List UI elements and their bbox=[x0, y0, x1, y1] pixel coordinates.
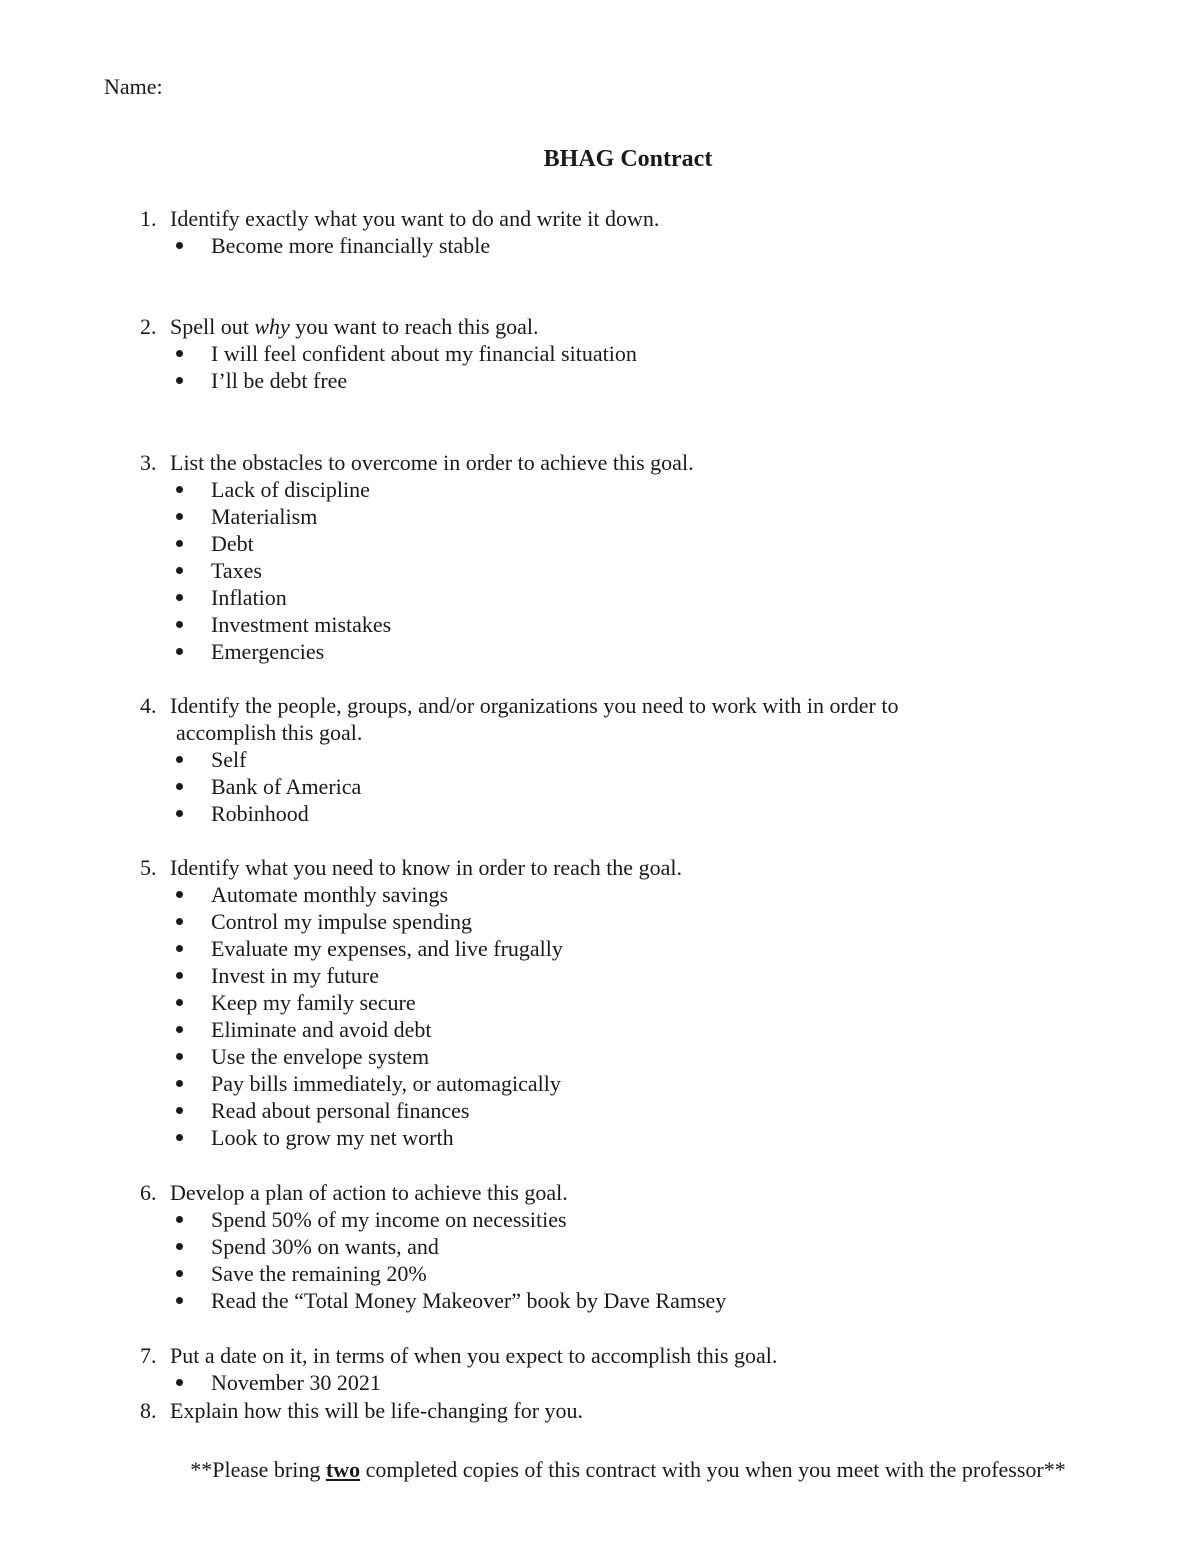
question-2 bbox=[140, 313, 1040, 340]
answer-list bbox=[140, 746, 1040, 827]
question-number: 5. bbox=[140, 855, 157, 880]
list-item: Become more financially stable bbox=[140, 232, 1040, 259]
question-text: List the obstacles to overcome in order to achieve this goal. bbox=[170, 450, 694, 475]
bullet-icon bbox=[176, 972, 183, 979]
question-text-post: you want to reach this goal. bbox=[289, 314, 539, 339]
section-4 bbox=[140, 692, 1040, 827]
list-item: I will feel confident about my financial situation bbox=[140, 340, 1040, 367]
document-title: BHAG Contract bbox=[543, 146, 713, 172]
bullet-icon bbox=[176, 350, 183, 357]
answer-list bbox=[140, 1206, 1040, 1314]
list-item: Pay bills immediately, or automagically bbox=[140, 1070, 1040, 1097]
list-item: Inflation bbox=[140, 584, 1040, 611]
list-item: Control my impulse spending bbox=[140, 908, 1040, 935]
list-item: Debt bbox=[140, 530, 1040, 557]
answer-list bbox=[140, 881, 1040, 1151]
bullet-icon bbox=[176, 648, 183, 655]
footer-text-post: completed copies of this contract with you when you meet with the professor** bbox=[360, 1457, 1066, 1482]
bullet-icon bbox=[176, 945, 183, 952]
list-item: Eliminate and avoid debt bbox=[140, 1016, 1040, 1043]
bullet-icon bbox=[176, 621, 183, 628]
list-item: Read about personal finances bbox=[140, 1097, 1040, 1124]
section-1 bbox=[140, 205, 1040, 259]
section-5 bbox=[140, 854, 1040, 1151]
list-item: Automate monthly savings bbox=[140, 881, 1040, 908]
list-item: Spend 30% on wants, and bbox=[140, 1233, 1040, 1260]
section-7 bbox=[140, 1342, 1040, 1396]
answer-list bbox=[140, 1369, 1040, 1396]
question-text: Put a date on it, in terms of when you expect to accomplish this goal. bbox=[170, 1343, 778, 1368]
list-item: November 30 2021 bbox=[140, 1369, 1040, 1396]
question-number: 2. bbox=[140, 314, 157, 339]
question-8 bbox=[140, 1397, 1040, 1424]
section-8 bbox=[140, 1397, 1040, 1424]
footer-text-pre: **Please bring bbox=[190, 1457, 326, 1482]
bullet-icon bbox=[176, 756, 183, 763]
list-item: Emergencies bbox=[140, 638, 1040, 665]
bullet-icon bbox=[176, 1216, 183, 1223]
question-3 bbox=[140, 449, 1040, 476]
bullet-icon bbox=[176, 567, 183, 574]
bullet-icon bbox=[176, 918, 183, 925]
bullet-icon bbox=[176, 1134, 183, 1141]
list-item: Save the remaining 20% bbox=[140, 1260, 1040, 1287]
bullet-icon bbox=[176, 1080, 183, 1087]
footer-text-emphasis: two bbox=[325, 1457, 361, 1482]
bullet-icon bbox=[176, 540, 183, 547]
bullet-icon bbox=[176, 1270, 183, 1277]
question-number: 7. bbox=[140, 1343, 157, 1368]
list-item: Bank of America bbox=[140, 773, 1040, 800]
list-item: Keep my family secure bbox=[140, 989, 1040, 1016]
question-text: Identify what you need to know in order to reach the goal. bbox=[170, 855, 682, 880]
bullet-icon bbox=[176, 783, 183, 790]
list-item: Materialism bbox=[140, 503, 1040, 530]
list-item: Evaluate my expenses, and live frugally bbox=[140, 935, 1040, 962]
question-text-continued: accomplish this goal. bbox=[176, 720, 363, 745]
list-item: Investment mistakes bbox=[140, 611, 1040, 638]
question-4 bbox=[140, 692, 1040, 746]
bullet-icon bbox=[176, 1243, 183, 1250]
footer-note bbox=[0, 1456, 1200, 1484]
list-item: Look to grow my net worth bbox=[140, 1124, 1040, 1151]
answer-list bbox=[140, 232, 1040, 259]
question-number: 4. bbox=[140, 693, 157, 718]
list-item: Invest in my future bbox=[140, 962, 1040, 989]
question-number: 1. bbox=[140, 206, 157, 231]
question-6 bbox=[140, 1179, 1040, 1206]
section-6 bbox=[140, 1179, 1040, 1314]
list-item: Read the “Total Money Makeover” book by Dave Ramsey bbox=[140, 1287, 1040, 1314]
question-text-emphasis: why bbox=[254, 314, 290, 339]
section-2 bbox=[140, 313, 1040, 394]
list-item: Self bbox=[140, 746, 1040, 773]
question-text-pre: Spell out bbox=[170, 314, 255, 339]
bullet-icon bbox=[176, 810, 183, 817]
bullet-icon bbox=[176, 486, 183, 493]
question-text: Identify exactly what you want to do and write it down. bbox=[170, 206, 660, 231]
question-number: 6. bbox=[140, 1180, 157, 1205]
bullet-icon bbox=[176, 1297, 183, 1304]
bullet-icon bbox=[176, 891, 183, 898]
question-text: Identify the people, groups, and/or organizations you need to work with in order to bbox=[170, 693, 899, 718]
question-number: 8. bbox=[140, 1398, 157, 1423]
bullet-icon bbox=[176, 377, 183, 384]
question-text: Explain how this will be life-changing for you. bbox=[170, 1398, 584, 1423]
section-3 bbox=[140, 449, 1040, 665]
question-5 bbox=[140, 854, 1040, 881]
answer-list bbox=[140, 340, 1040, 394]
list-item: Robinhood bbox=[140, 800, 1040, 827]
bullet-icon bbox=[176, 999, 183, 1006]
bullet-icon bbox=[176, 1107, 183, 1114]
bullet-icon bbox=[176, 1026, 183, 1033]
list-item: Lack of discipline bbox=[140, 476, 1040, 503]
list-item: I’ll be debt free bbox=[140, 367, 1040, 394]
bullet-icon bbox=[176, 1053, 183, 1060]
bullet-icon bbox=[176, 513, 183, 520]
question-7 bbox=[140, 1342, 1040, 1369]
list-item: Spend 50% of my income on necessities bbox=[140, 1206, 1040, 1233]
list-item: Taxes bbox=[140, 557, 1040, 584]
bullet-icon bbox=[176, 594, 183, 601]
question-1 bbox=[140, 205, 1040, 232]
list-item: Use the envelope system bbox=[140, 1043, 1040, 1070]
question-text: Develop a plan of action to achieve this goal. bbox=[170, 1180, 568, 1205]
question-number: 3. bbox=[140, 450, 157, 475]
name-label: Name: bbox=[104, 74, 163, 99]
answer-list bbox=[140, 476, 1040, 665]
bullet-icon bbox=[176, 242, 183, 249]
bullet-icon bbox=[176, 1379, 183, 1386]
